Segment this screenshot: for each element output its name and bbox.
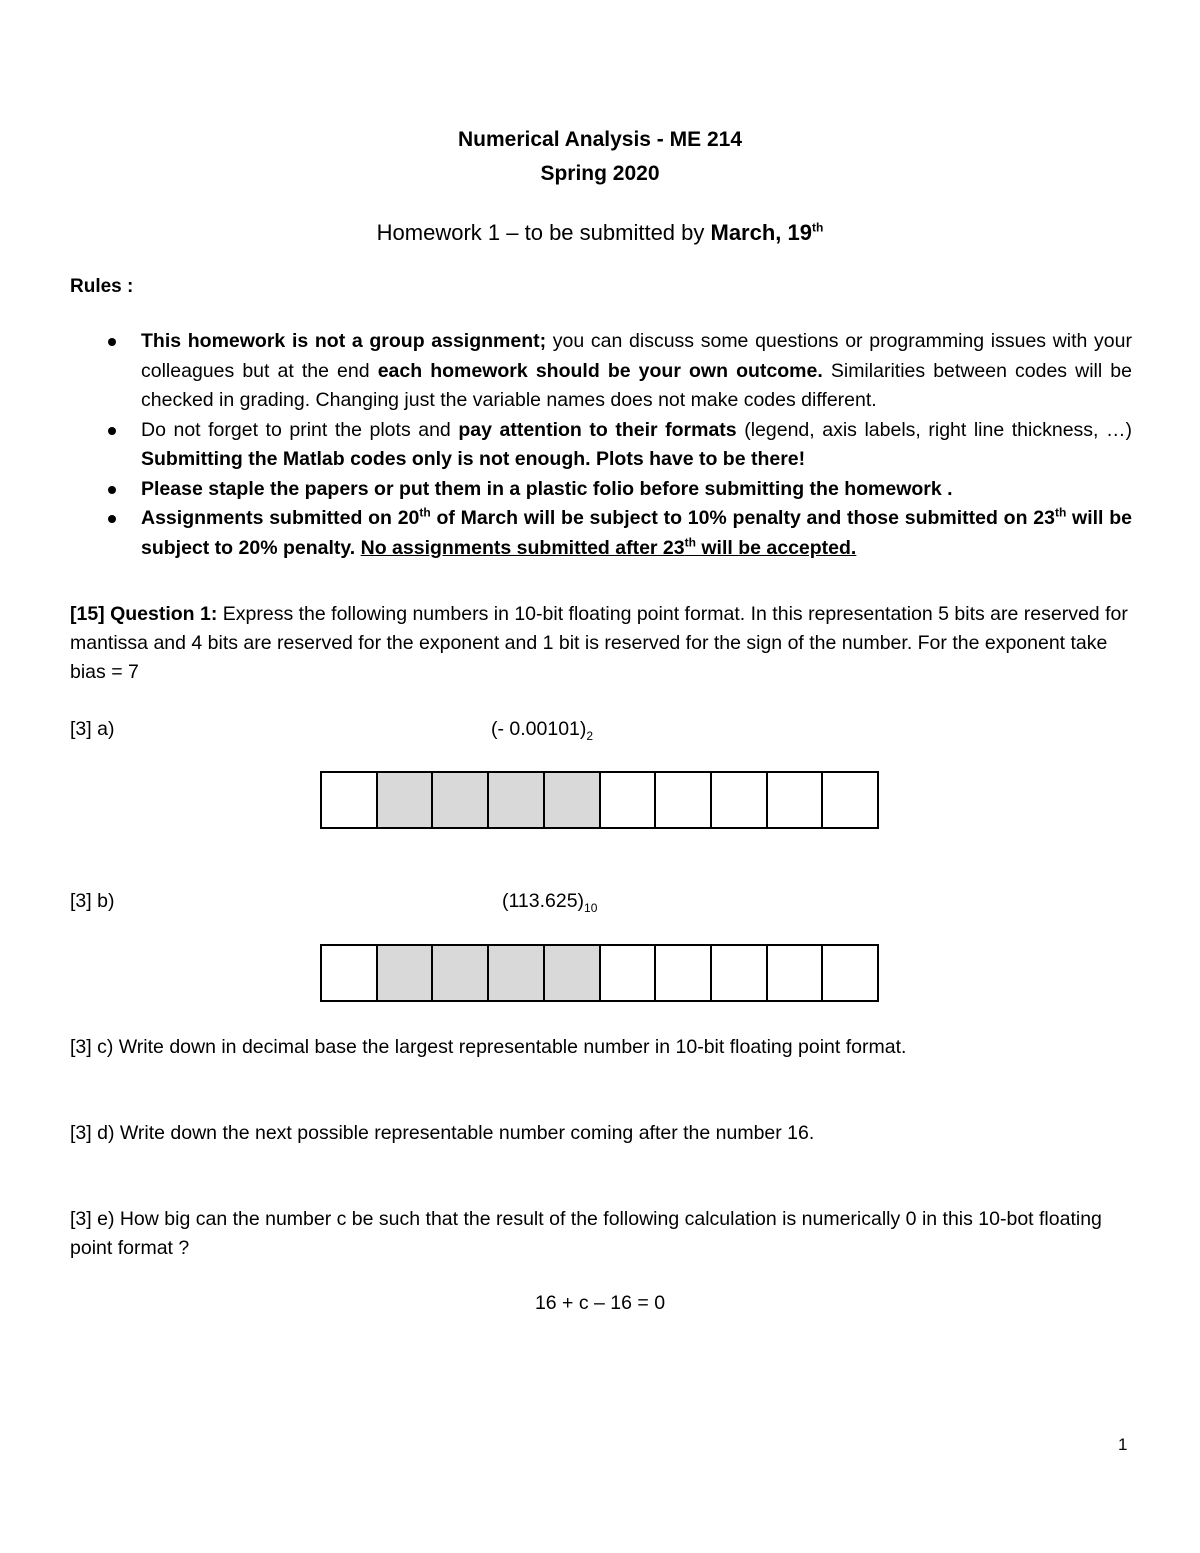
rule-text: Submitting the Matlab codes only is not enough. Plots have to be there! — [141, 448, 806, 470]
rule-text: Similarities between codes will be checked in grading. Changing just the variable names does not make codes different. — [141, 359, 1132, 411]
bit-cell-9[interactable] — [823, 773, 879, 827]
bit-cell-4[interactable] — [545, 773, 601, 827]
rules-list — [70, 327, 1132, 563]
rule-item-penalty — [70, 504, 1132, 563]
rule-text: will be accepted. — [695, 536, 857, 559]
part-d: [3] d) Write down the next possible representable number coming after the number 16. — [70, 1122, 815, 1144]
bit-cell-3[interactable] — [489, 773, 545, 827]
bit-cell-2[interactable] — [433, 946, 489, 1000]
bit-cell-1[interactable] — [378, 773, 434, 827]
rule-text: will be subject to 20% penalty. — [141, 507, 1132, 559]
bit-cell-1[interactable] — [378, 946, 434, 1000]
question-1-text: Express the following numbers in 10-bit floating point format. In this representation 5 bits are reserved for mantissa and 4 bits are reserved for the exponent and 1 bit is reserved for the sign of the number. For the exponent take bias = 7 — [70, 603, 1128, 683]
part-e: [3] e) How big can the number c be such that the result of the following calculation is numerically 0 in this 10-bot floating point format ? — [70, 1208, 1102, 1259]
due-date: March, 19 — [710, 220, 812, 245]
bit-cell-0[interactable] — [322, 946, 378, 1000]
bit-cell-3[interactable] — [489, 946, 545, 1000]
rule-text: each homework should be your own outcome. — [377, 359, 823, 382]
rule-text: of March will be subject to 10% penalty and those submitted on 23 — [430, 507, 1055, 529]
bullet-icon — [108, 486, 116, 494]
homework-prefix: Homework 1 – to be submitted by — [376, 220, 711, 245]
bit-cell-5[interactable] — [601, 946, 657, 1000]
bullet-icon — [108, 427, 116, 435]
course-title: Numerical Analysis - ME 214 — [457, 128, 742, 151]
part-b-label: [3] b) — [70, 890, 115, 912]
rule-text: No assignments submitted after 23 — [360, 536, 685, 559]
rule-text: This homework is not a group assignment; — [141, 330, 547, 352]
bit-grid-b — [320, 944, 879, 1002]
rule-text: Do not forget to print the plots and — [141, 418, 459, 441]
part-a-label: [3] a) — [70, 718, 115, 740]
rule-sup: th — [419, 505, 431, 520]
part-b-value — [502, 890, 597, 913]
rule-text: Assignments submitted on 20 — [141, 507, 420, 529]
part-b-number: (113.625) — [502, 890, 585, 912]
homework-title — [0, 220, 1200, 246]
part-a-base: 2 — [586, 728, 594, 743]
rule-text: you can discuss some questions or programming issues with your colleagues but at the end — [141, 330, 1132, 382]
rule-item-group — [70, 327, 1132, 416]
question-1 — [70, 600, 1132, 687]
bit-cell-7[interactable] — [712, 773, 768, 827]
rules-label: Rules : — [70, 276, 134, 297]
bit-cell-7[interactable] — [712, 946, 768, 1000]
bullet-icon — [108, 515, 116, 523]
page-number: 1 — [1118, 1435, 1128, 1454]
bit-cell-4[interactable] — [545, 946, 601, 1000]
bit-cell-9[interactable] — [823, 946, 879, 1000]
part-a-value — [491, 718, 593, 741]
bit-grid-a — [320, 771, 879, 829]
term-title: Spring 2020 — [540, 162, 660, 185]
rule-sup: th — [1054, 505, 1067, 520]
rule-text: Please staple the papers or put them in a plastic folio before submitting the homework . — [141, 477, 953, 500]
bit-cell-2[interactable] — [433, 773, 489, 827]
bit-cell-0[interactable] — [322, 773, 378, 827]
rule-text: (legend, axis labels, right line thickness, …) — [736, 418, 1133, 441]
part-a-number: (- 0.00101) — [491, 718, 587, 740]
bit-cell-6[interactable] — [656, 773, 712, 827]
question-1-marks: [15] Question 1: — [70, 603, 218, 625]
bit-cell-5[interactable] — [601, 773, 657, 827]
rule-item-plots — [70, 416, 1132, 475]
part-b-base: 10 — [584, 900, 598, 915]
bit-cell-8[interactable] — [768, 946, 824, 1000]
equation: 16 + c – 16 = 0 — [534, 1292, 666, 1314]
due-date-sup: th — [812, 220, 824, 235]
rule-text: pay attention to their formats — [458, 418, 737, 441]
part-c: [3] c) Write down in decimal base the largest representable number in 10-bit floating point format. — [70, 1036, 907, 1058]
bit-cell-8[interactable] — [768, 773, 824, 827]
bit-cell-6[interactable] — [656, 946, 712, 1000]
rule-sup: th — [684, 535, 696, 549]
rule-item-staple — [70, 475, 1132, 505]
bullet-icon — [108, 338, 116, 346]
